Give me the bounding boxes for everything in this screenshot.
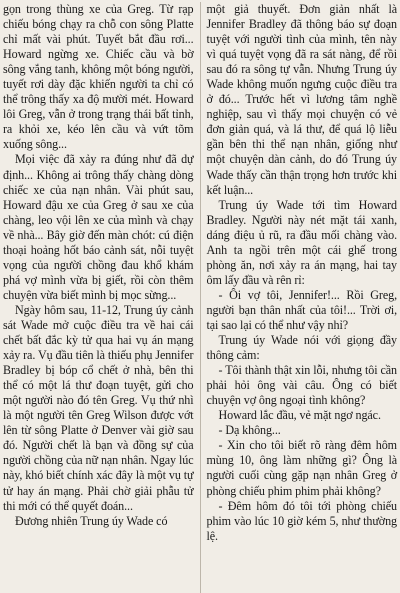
paragraph: - Đêm hôm đó tôi tới phòng chiếu phim vào lúc 10 giờ kém 5, như thường lệ. xyxy=(206,498,397,543)
paragraph: - Xin cho tôi biết rõ ràng đêm hôm mùng 10, ông làm những gì? Ông là người cuối cùng gặp nạn nhân Greg ở phòng chiếu phim phim phải không? xyxy=(206,438,397,498)
paragraph: - Tôi thành thật xin lỗi, nhưng tôi cần phải hỏi ông vài câu. Ông có biết chuyện vợ ông ngoại tình không? xyxy=(206,363,397,408)
paragraph: gọn trong thùng xe của Greg. Từ rạp chiếu bóng chạy ra chỗ con sông Platte chỉ mất vài phút. Tuyết bắt đầu rơi... Howard ngừng xe. Chiếc cầu và bờ sông vắng tanh, không một bóng người, tuyết rơi dày đặc khiến người ta chỉ có thể trông thấy xa độ mười mét. Howard lôi Greg, vẫn ở trong trạng thái bất tỉnh, ra khỏi xe, kéo lên cầu và vứt tõm xuống sông... xyxy=(3,2,194,152)
left-column xyxy=(3,2,194,593)
paragraph: Trung úy Wade tới tìm Howard Bradley. Người này nét mặt tái xanh, dáng điệu ủ rũ, ra đầu mối chàng vào. Anh ta ngồi trên một cái ghế trong phòng ăn, nơi xảy ra án mạng, hai tay ôm lấy đầu và rên rỉ: xyxy=(206,197,397,287)
paragraph: - Ôi vợ tôi, Jennifer!... Rồi Greg, người bạn thân nhất của tôi!... Trời ơi, tại sao lại có thể như vậy nhỉ? xyxy=(206,287,397,332)
right-column xyxy=(207,2,398,593)
paragraph: Mọi việc đã xảy ra đúng như đã dự định... Không ai trông thấy chàng dòng chiếc xe của nạn nhân. Vài phút sau, Howard đậu xe của Greg ở sau xe của chàng, leo vội lên xe của mình và chạy về nhà... Bây giờ đến màn chót: cú điện thoại hoảng hốt báo cảnh sát, nỗi tuyệt vọng của người chồng đau khổ khám phá vợ mình vừa bị giết, rồi còn thêm chuyện vừa biết mình bị mọc sừng... xyxy=(3,152,194,302)
paragraph: Howard lắc đầu, vẻ mặt ngơ ngác. xyxy=(218,408,381,423)
paragraph: Đương nhiên Trung úy Wade có xyxy=(15,513,168,528)
paragraph: - Dạ không... xyxy=(218,423,281,438)
column-divider xyxy=(200,2,201,593)
paragraph: Trung úy Wade nói với giọng đầy thông cảm: xyxy=(206,333,397,363)
paragraph: một giả thuyết. Đơn giản nhất là Jennifer Bradley đã thông báo sự đoạn tuyệt với người tình của mình, tên này vì quá tuyệt vọng đã ra sát nàng, để rồi sau đó ra sông tự vẫn. Nhưng Trung úy Wade không muốn ngưng cuộc điều tra ở đó... Trước hết vì lương tâm nghề nghiệp, sau vì thấy mọi chuyện có vẻ đơn giản quá, và lá thư, để quá lộ liễu gần bên thi thể nạn nhân, giống như một chuyện dàn cảnh, do đó Trung úy Wade thấy cần thận trọng hơn trước khi kết luận... xyxy=(206,2,397,197)
paragraph: Ngày hôm sau, 11-12, Trung úy cảnh sát Wade mở cuộc điều tra về hai cái chết bất đắc kỳ tử qua hai vụ án mạng xảy ra. Vụ đầu tiên là thiếu phụ Jennifer Bradley bị bóp cổ chết ở nhà, bên thi thể có một lá thư đoạn tuyệt, gửi cho một người nào đó tên Greg. Vụ thứ nhì là một người tên Greg Wilson được vớt lên từ sông Platte ở Denver vài giờ sau đó. Người chết là bạn và đồng sự của người chồng của nữ nạn nhân. Ngay lúc này, khó biết chính xác đây là một vụ tự tử hay án mạng. Phải chờ giải phẫu tử thi mới có thể quyết đoán... xyxy=(3,302,194,513)
